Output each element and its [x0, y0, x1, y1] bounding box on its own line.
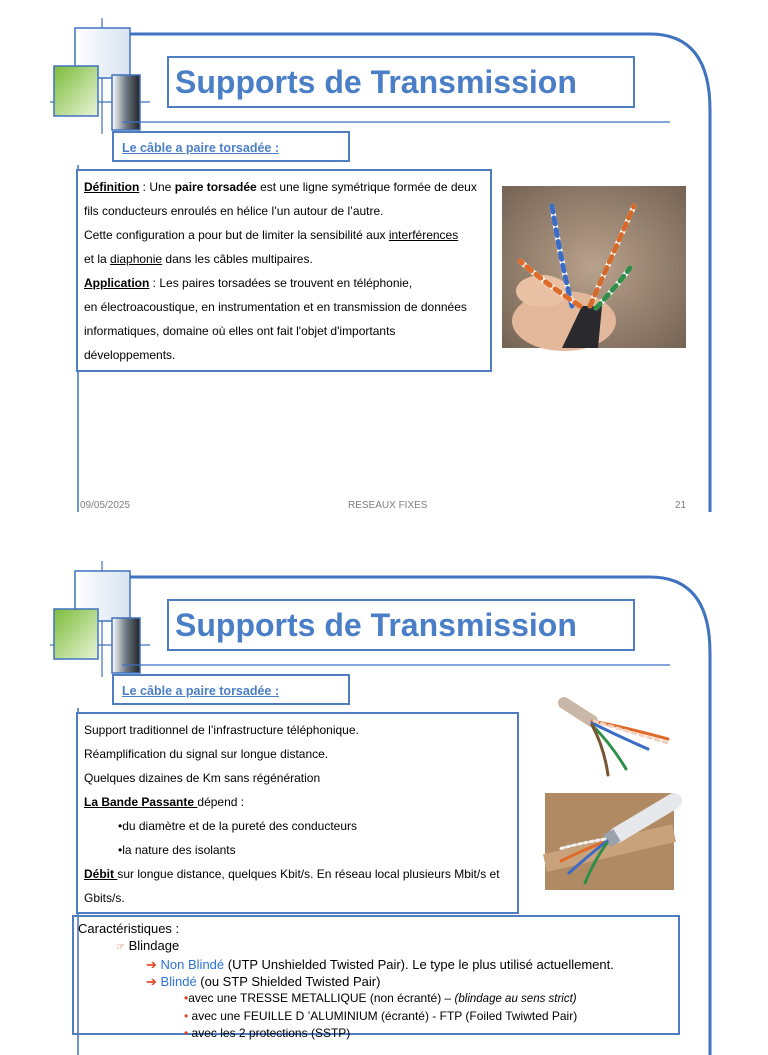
tresse-line — [78, 990, 674, 1008]
text: avec les 2 protections (SSTP) — [191, 1026, 351, 1040]
text-line: informatiques, domaine où elles ont fait l'objet d'importants — [84, 324, 396, 338]
subtitle-box — [112, 131, 350, 162]
text-line: développements. — [84, 348, 176, 362]
text-line: Support traditionnel de l’infrastructure téléphonique. — [84, 723, 359, 737]
text-line: en électroacoustique, en instrumentation et en transmission de données — [84, 300, 467, 314]
text: sur longue distance, quelques Kbit/s. En réseau local plusieurs Mbit/s et — [117, 867, 500, 881]
bandwidth-line — [84, 790, 511, 814]
bullet-icon: • — [184, 1009, 189, 1023]
debit-label: Débit — [84, 867, 118, 881]
subtitle-box — [112, 674, 350, 705]
application-label: Application — [84, 276, 150, 290]
slide-subtitle: Le câble a paire torsadée : — [122, 684, 280, 698]
text: dépend : — [197, 795, 245, 809]
text: (UTP Unshielded Twisted Pair). Le type le plus utilisé actuellement. — [224, 957, 614, 972]
italic-note: (blindage au sens strict) — [454, 993, 577, 1005]
definition-box — [76, 169, 492, 372]
text: (ou STP Shielded Twisted Pair) — [196, 974, 381, 989]
footer-center: RESEAUX FIXES — [348, 500, 428, 511]
text: : Les paires torsadées se trouvent en téléphonie, — [149, 276, 413, 290]
bullet-icon: • — [184, 1026, 189, 1040]
text: avec une FEUILLE D ’ALUMINIUM (écranté) - FTP (Foiled Twiwted Pair) — [191, 1009, 578, 1023]
text-line — [84, 223, 484, 247]
feuille-line — [78, 1008, 674, 1025]
text: dans les câbles multipaires. — [162, 252, 313, 266]
blinde-term: Blindé — [160, 974, 197, 989]
non-blinde-term: Non Blindé — [160, 957, 225, 972]
text-line: Réamplification du signal sur longue distance. — [84, 747, 329, 761]
footer-date: 09/05/2025 — [80, 500, 131, 511]
text-line — [84, 247, 484, 271]
twisted-pair-cable-photo — [502, 186, 686, 348]
title-box — [167, 56, 635, 108]
definition-line — [84, 175, 484, 199]
arrow-right-icon: ➔ — [146, 957, 157, 972]
footer-page-number: 21 — [675, 500, 687, 511]
non-blinde-line — [78, 956, 674, 973]
text-line: fils conducteurs enroulés en hélice l’un autour de l’autre. — [84, 204, 384, 218]
blinde-line — [78, 973, 674, 990]
text: et la — [84, 252, 111, 266]
bullet-item: •la nature des isolants — [118, 843, 236, 857]
text: : Une — [139, 180, 175, 194]
slide-title: Supports de Transmission — [175, 64, 577, 100]
bullet-item: •du diamètre et de la pureté des conducteurs — [118, 819, 358, 833]
underlined-term: interférences — [388, 228, 459, 242]
pointing-hand-icon: ☞ — [116, 942, 125, 953]
text: Cette configuration a pour but de limiter la sensibilité aux — [84, 228, 389, 242]
debit-line — [84, 862, 511, 886]
application-line — [84, 271, 484, 295]
slide-title: Supports de Transmission — [175, 607, 577, 643]
blindage-label: Blindage — [128, 938, 180, 953]
text: avec une TRESSE METALLIQUE (non écranté) – — [188, 991, 455, 1005]
underlined-term: diaphonie — [110, 252, 163, 266]
text: est une ligne symétrique formée de deux — [256, 180, 477, 194]
characteristics-title: Caractéristiques : — [78, 921, 180, 936]
slide-21 — [0, 0, 768, 512]
sstp-line — [78, 1025, 674, 1042]
slide-subtitle: Le câble a paire torsadée : — [122, 141, 280, 155]
definition-label: Définition — [84, 180, 140, 194]
description-box — [76, 712, 519, 914]
stp-cable-photo — [545, 793, 674, 890]
characteristics-box — [72, 915, 680, 1040]
text-line: Quelques dizaines de Km sans régénération — [84, 771, 321, 785]
bold-term: paire torsadée — [174, 180, 257, 194]
text-line: Gbits/s. — [84, 891, 125, 905]
arrow-right-icon: ➔ — [146, 974, 157, 989]
slide-22 — [0, 543, 768, 1040]
title-box — [167, 599, 635, 651]
bandwidth-label: La Bande Passante — [84, 795, 198, 809]
blindage-line — [78, 937, 674, 956]
bullet-icon: • — [184, 991, 189, 1005]
utp-cable-photo — [564, 693, 672, 779]
